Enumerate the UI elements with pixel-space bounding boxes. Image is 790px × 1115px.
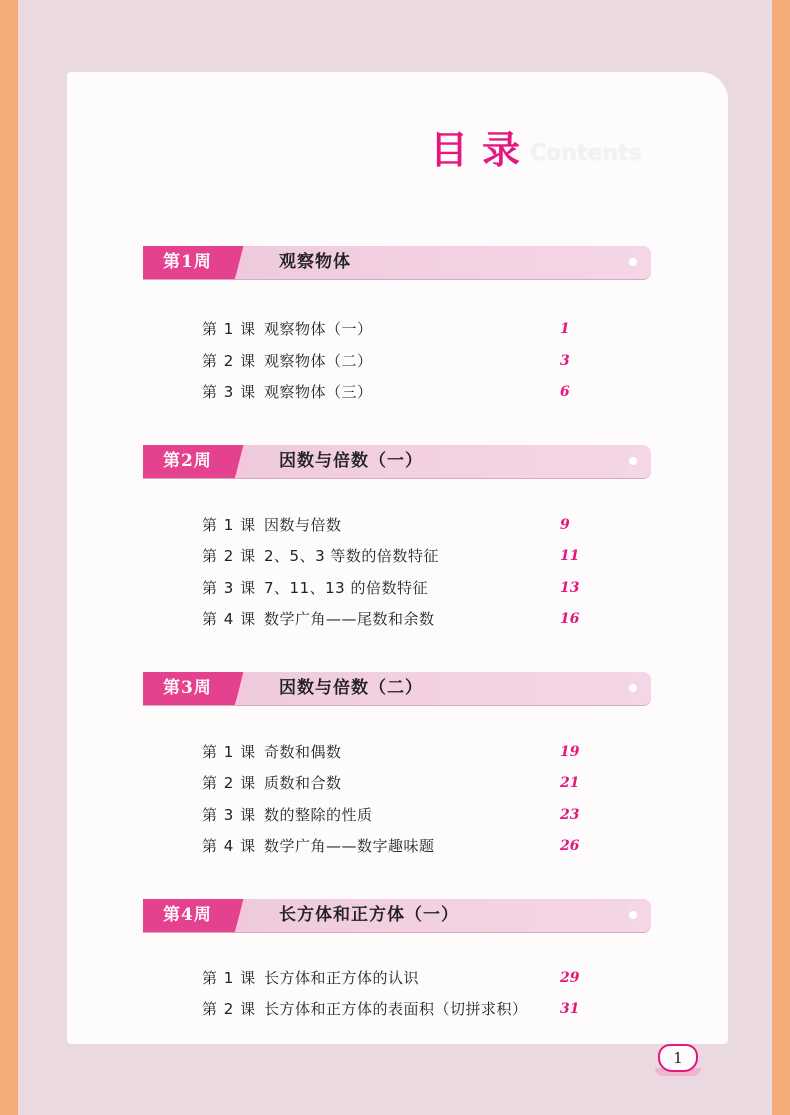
page-number[interactable]: 6	[560, 384, 570, 400]
lesson-number: 第 2 课	[202, 774, 257, 792]
lesson-number: 第 1 课	[202, 969, 257, 987]
week-2-header[interactable]	[143, 445, 651, 478]
lesson-title: 7、11、13 的倍数特征	[264, 579, 428, 597]
week-label: 第3周	[163, 678, 212, 698]
week-3-header[interactable]	[143, 672, 651, 705]
lesson-number: 第 3 课	[202, 806, 257, 824]
page-number[interactable]: 23	[560, 807, 580, 823]
week-4-header[interactable]	[143, 899, 651, 932]
lesson-number: 第 2 课	[202, 1000, 257, 1018]
lesson-row[interactable]	[202, 350, 582, 372]
lesson-row[interactable]	[202, 318, 582, 340]
lesson-number: 第 4 课	[202, 610, 257, 628]
page-number[interactable]: 11	[560, 548, 580, 564]
lesson-number: 第 2 课	[202, 352, 257, 370]
contents-title-en: Contents	[530, 141, 642, 166]
lesson-number: 第 1 课	[202, 320, 257, 338]
lesson-title: 观察物体（三）	[264, 383, 373, 401]
lesson-title: 质数和合数	[264, 774, 342, 792]
page-number[interactable]: 29	[560, 970, 580, 986]
page-number[interactable]: 21	[560, 775, 580, 791]
week-1-header[interactable]	[143, 246, 651, 279]
lesson-title: 2、5、3 等数的倍数特征	[264, 547, 439, 565]
week-label: 第4周	[163, 905, 212, 925]
bullet-dot-icon	[629, 911, 637, 919]
page-number[interactable]: 1	[560, 321, 570, 337]
lesson-title: 长方体和正方体的认识	[264, 969, 420, 987]
lesson-row[interactable]	[202, 804, 582, 826]
lesson-row[interactable]	[202, 967, 582, 989]
week-label: 第2周	[163, 451, 212, 471]
lesson-row[interactable]	[202, 998, 582, 1020]
week-title: 因数与倍数（二）	[279, 678, 423, 698]
week-label: 第1周	[163, 252, 212, 272]
lesson-title: 因数与倍数	[264, 516, 342, 534]
week-title: 观察物体	[279, 252, 351, 272]
lesson-row[interactable]	[202, 545, 582, 567]
lesson-row[interactable]	[202, 514, 582, 536]
lesson-number: 第 4 课	[202, 837, 257, 855]
lesson-title: 长方体和正方体的表面积（切拼求积）	[264, 1000, 528, 1018]
lesson-title: 观察物体（二）	[264, 352, 373, 370]
bullet-dot-icon	[629, 258, 637, 266]
page-number-badge: 1	[658, 1044, 698, 1072]
lesson-number: 第 3 课	[202, 383, 257, 401]
bullet-dot-icon	[629, 457, 637, 465]
page-number[interactable]: 19	[560, 744, 580, 760]
lesson-row[interactable]	[202, 577, 582, 599]
week-title: 因数与倍数（一）	[279, 451, 423, 471]
lesson-row[interactable]	[202, 772, 582, 794]
lesson-title: 观察物体（一）	[264, 320, 373, 338]
bullet-dot-icon	[629, 684, 637, 692]
lesson-row[interactable]	[202, 741, 582, 763]
contents-heading	[430, 122, 642, 172]
lesson-title: 数的整除的性质	[264, 806, 373, 824]
page-number[interactable]: 13	[560, 580, 580, 596]
lesson-number: 第 1 课	[202, 516, 257, 534]
lesson-title: 数学广角——数字趣味题	[264, 837, 435, 855]
lesson-number: 第 1 课	[202, 743, 257, 761]
page-number[interactable]: 9	[560, 517, 570, 533]
page-number[interactable]: 26	[560, 838, 580, 854]
page-number[interactable]: 3	[560, 353, 570, 369]
week-title: 长方体和正方体（一）	[279, 905, 459, 925]
page-number[interactable]: 16	[560, 611, 580, 627]
lesson-row[interactable]	[202, 381, 582, 403]
contents-title-cn: 目录	[430, 128, 535, 172]
lesson-number: 第 2 课	[202, 547, 257, 565]
lesson-row[interactable]	[202, 608, 582, 630]
lesson-title: 数学广角——尾数和余数	[264, 610, 435, 628]
page-number[interactable]: 31	[560, 1001, 580, 1017]
lesson-number: 第 3 课	[202, 579, 257, 597]
lesson-row[interactable]	[202, 835, 582, 857]
lesson-title: 奇数和偶数	[264, 743, 342, 761]
